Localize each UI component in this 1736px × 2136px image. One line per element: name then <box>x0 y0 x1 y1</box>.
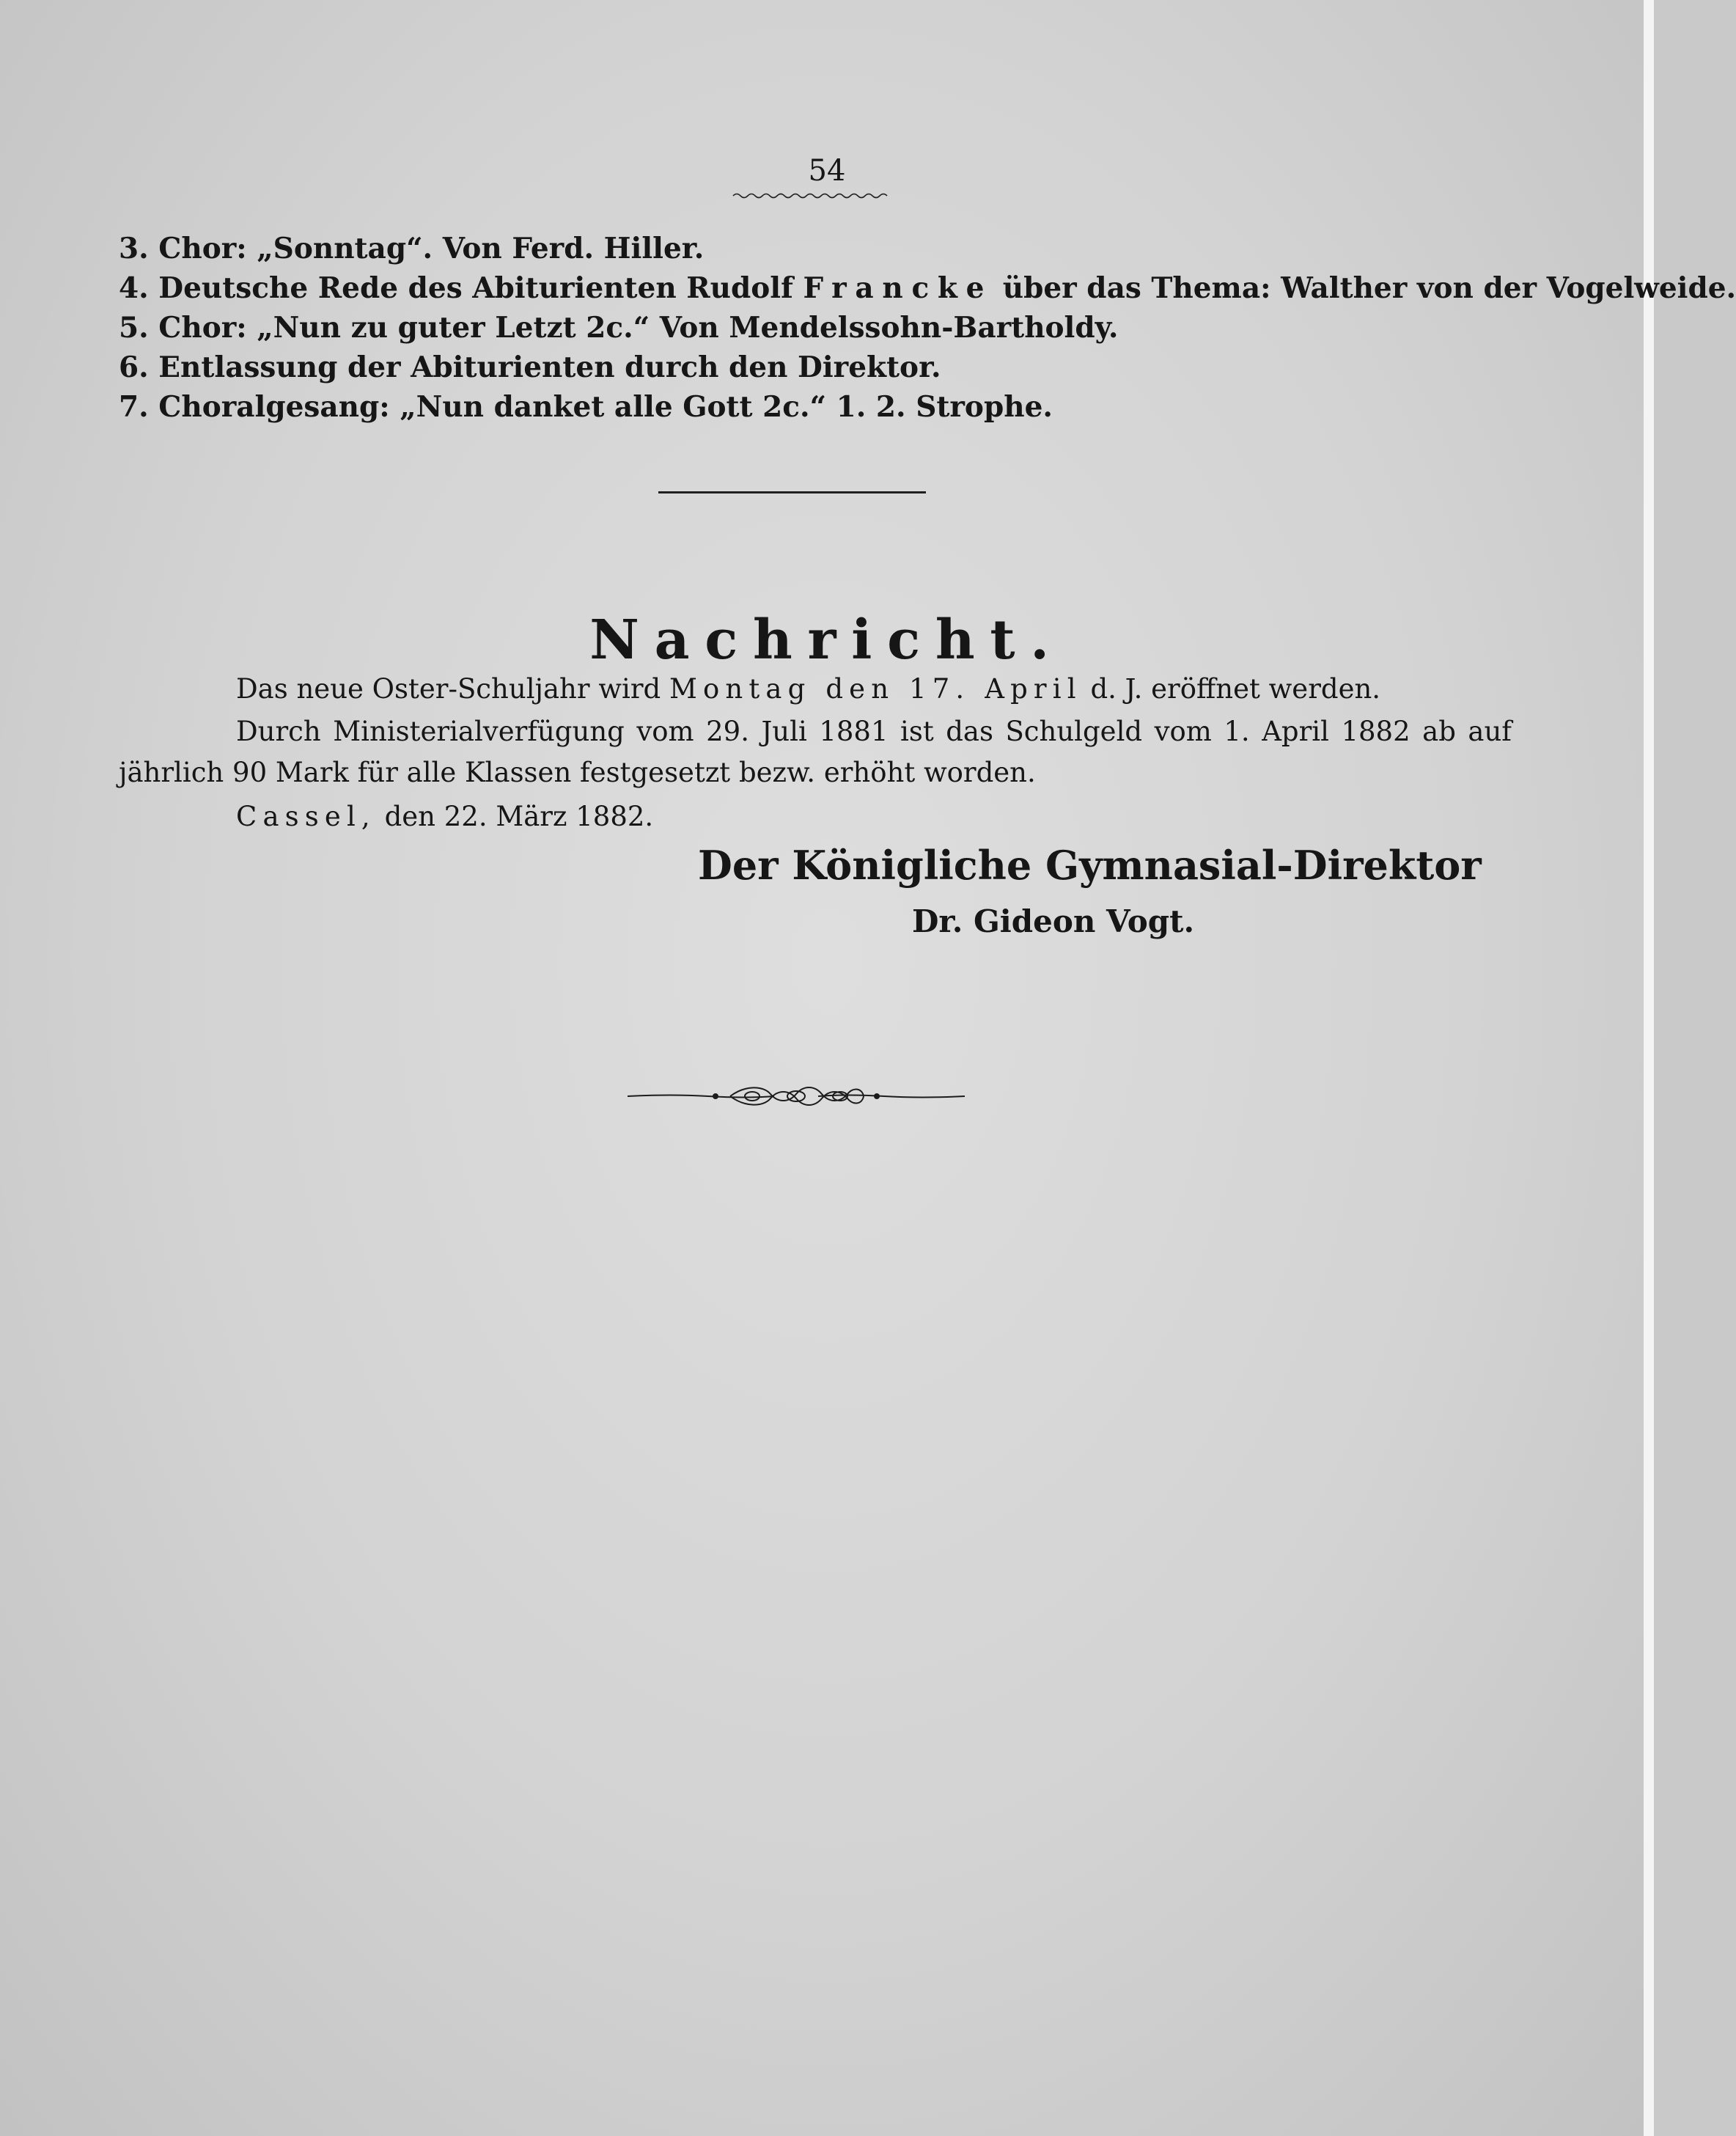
page-number-underline-icon <box>733 192 887 199</box>
signature-name: Dr. Gideon Vogt. <box>912 903 1195 939</box>
program-item-number: 4. <box>119 271 149 305</box>
notice-heading: Nachricht. <box>589 609 1064 672</box>
notice-paragraph: Durch Ministerialverfügung vom 29. Juli 1881 ist das Schulgeld vom 1. April 1882 ab auf jährlich 90 Mark für alle Klassen festgesetzt bezw. erhöht worden. <box>119 716 1512 788</box>
decorative-flourish-icon <box>628 1078 965 1115</box>
program-item-text: Chor: „Sonntag“. Von Ferd. Hiller. <box>158 232 705 265</box>
signature-title: Der Königliche Gymnasial-Direktor <box>698 842 1482 889</box>
program-item <box>119 308 1736 348</box>
notice-place: Cassel, <box>236 801 376 832</box>
program-item-number: 6. <box>119 351 149 384</box>
program-item-number: 7. <box>119 390 149 424</box>
page-number: 54 <box>808 154 846 188</box>
notice-date: Montag den 17. April <box>669 673 1082 705</box>
notice-date: den 22. März 1882. <box>375 801 654 832</box>
notice-paragraph <box>119 669 1512 710</box>
program-item-speaker-name: Francke <box>803 271 993 305</box>
section-divider <box>658 491 926 493</box>
notice-text: Das neue Oster-Schuljahr wird <box>236 673 669 705</box>
program-item-text: Deutsche Rede des Abiturienten Rudolf <box>158 271 803 305</box>
program-list <box>119 229 1736 427</box>
program-item-number: 3. <box>119 232 149 265</box>
program-item <box>119 387 1736 427</box>
program-item <box>119 348 1736 387</box>
program-item-text: über das Thema: Walther von der Vogelweide. <box>993 271 1736 305</box>
program-item-number: 5. <box>119 311 149 345</box>
program-item <box>119 268 1736 308</box>
program-item-text: Choralgesang: „Nun danket alle Gott 2c.“ 1. 2. Strophe. <box>158 390 1053 424</box>
notice-text: d. J. eröffnet werden. <box>1081 673 1381 705</box>
program-item-text: Entlassung der Abiturienten durch den Direktor. <box>158 351 941 384</box>
program-item <box>119 229 1736 268</box>
program-item-text: Chor: „Nun zu guter Letzt 2c.“ Von Mendelssohn-Bartholdy. <box>158 311 1119 345</box>
notice-place-date <box>236 796 1629 837</box>
